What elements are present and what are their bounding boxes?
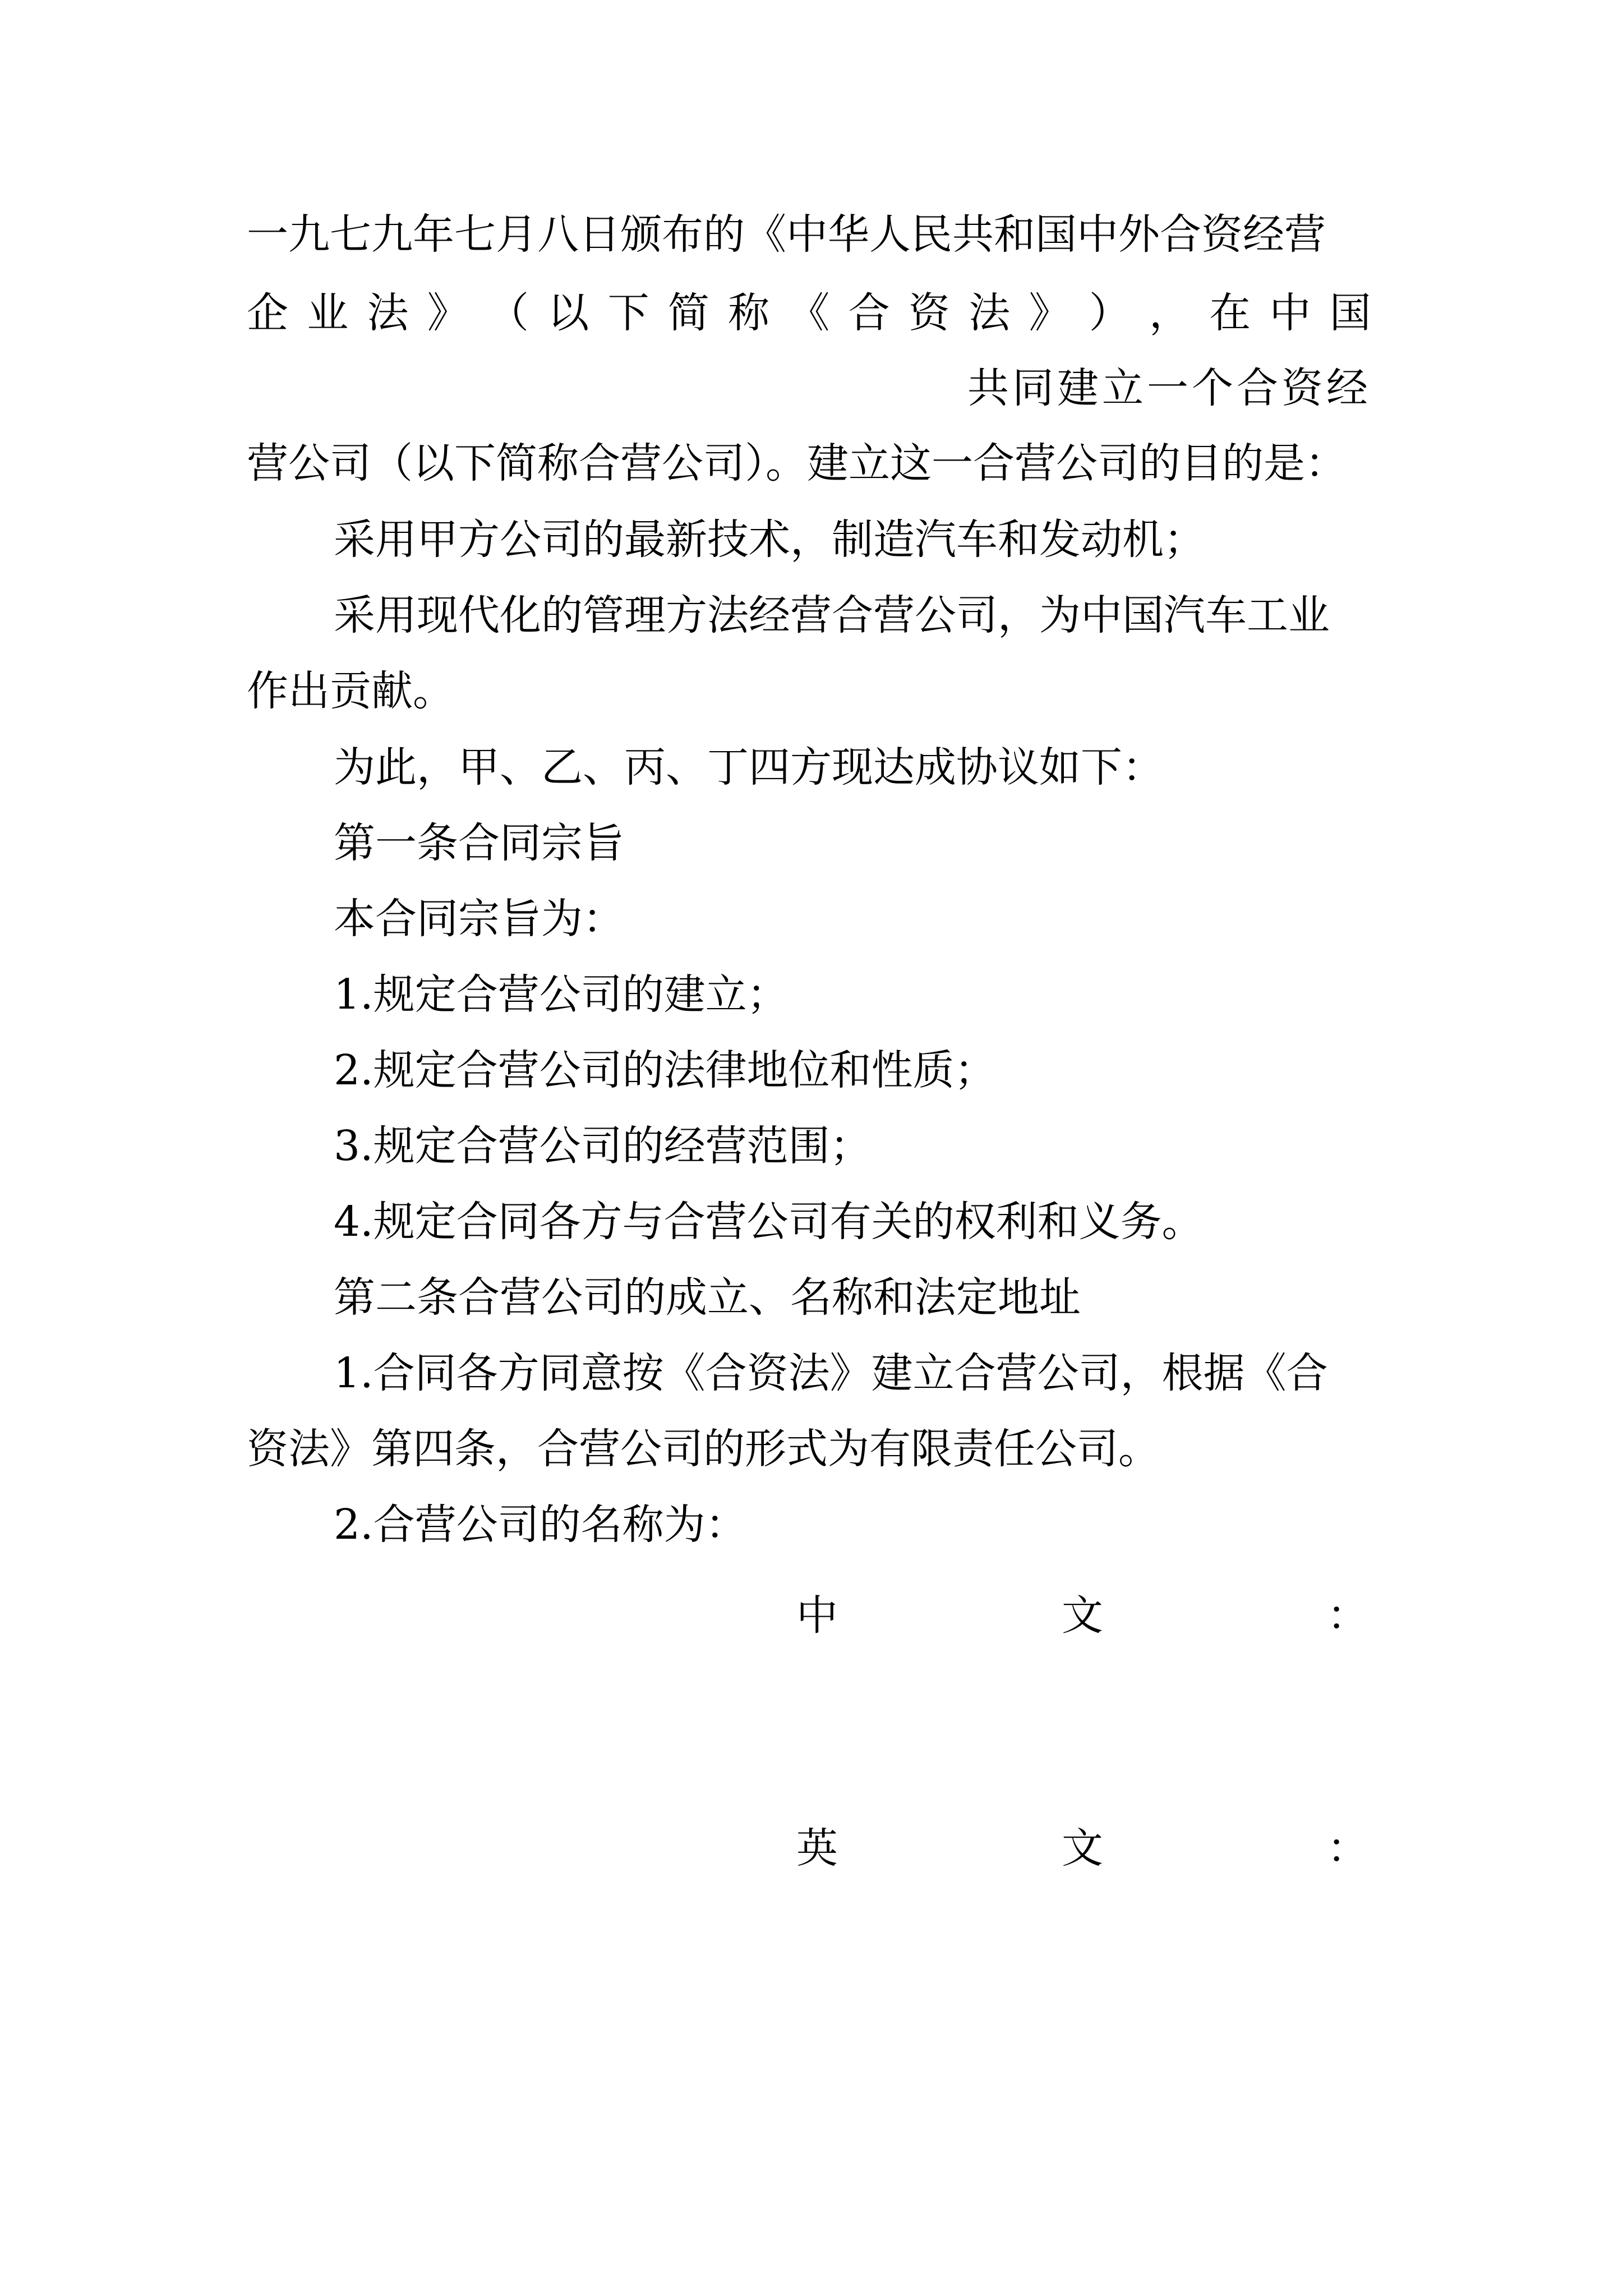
english-label-char: 英	[796, 1824, 838, 1872]
chinese-label-colon: ：	[1327, 1591, 1368, 1640]
paragraph-line-spread	[247, 285, 1371, 341]
list-item: 1.规定合营公司的建立；	[334, 970, 789, 1019]
spread-char: ，	[1149, 289, 1191, 337]
spread-char: 企	[247, 289, 288, 337]
spread-char: 下	[607, 289, 649, 337]
spread-char: 》	[427, 289, 469, 337]
spread-char: 以	[547, 289, 589, 337]
paragraph-line: 为此，甲、乙、丙、丁四方现达成协议如下：	[334, 743, 1164, 792]
list-item: 2.规定合营公司的法律地位和性质；	[334, 1046, 996, 1094]
spread-char: 称	[728, 289, 770, 337]
spread-char: 在	[1209, 289, 1251, 337]
spread-char: 合	[848, 289, 890, 337]
english-label-colon: ：	[1327, 1824, 1368, 1872]
section-heading: 第二条合营公司的成立、名称和法定地址	[334, 1273, 1081, 1322]
paragraph-line: 资法》第四条，合营公司的形式为有限责任公司。	[247, 1425, 1160, 1473]
spread-char: 》	[1029, 289, 1071, 337]
spread-char: ）	[1089, 289, 1131, 337]
paragraph-line: 本合同宗旨为：	[334, 895, 624, 943]
list-item: 4.规定合同各方与合营公司有关的权利和义务。	[334, 1198, 1204, 1246]
chinese-name-field	[796, 1588, 1368, 1644]
paragraph-line: 一九七九年七月八日颁布的《中华人民共和国中外合资经营	[247, 210, 1326, 259]
list-item: 3.规定合营公司的经营范围；	[334, 1122, 872, 1170]
spread-char: 简	[667, 289, 709, 337]
spread-char: （	[487, 289, 529, 337]
spread-char: 法	[367, 289, 409, 337]
paragraph-line: 作出贡献。	[247, 667, 454, 715]
paragraph-line: 采用甲方公司的最新技术，制造汽车和发动机；	[334, 516, 1205, 564]
spread-char: 国	[1329, 289, 1371, 337]
section-heading: 第一条合同宗旨	[334, 819, 624, 867]
spread-char: 业	[307, 289, 349, 337]
english-name-field	[796, 1820, 1368, 1876]
chinese-label-char: 文	[1062, 1591, 1103, 1640]
spread-char: 《	[788, 289, 830, 337]
paragraph-line: 共同建立一个合资经	[967, 364, 1371, 412]
english-label-char: 文	[1062, 1824, 1103, 1872]
spread-char: 法	[969, 289, 1011, 337]
list-item: 2.合营公司的名称为：	[334, 1501, 747, 1549]
spread-char: 中	[1269, 289, 1311, 337]
paragraph-line: 营公司（以下简称合营公司）。建立这一合营公司的目的是：	[247, 439, 1347, 487]
list-item: 1.合同各方同意按《合资法》建立合营公司，根据《合	[334, 1349, 1328, 1397]
spread-char: 资	[908, 289, 950, 337]
chinese-label-char: 中	[796, 1591, 838, 1640]
paragraph-line: 采用现代化的管理方法经营合营公司，为中国汽车工业	[334, 591, 1330, 639]
